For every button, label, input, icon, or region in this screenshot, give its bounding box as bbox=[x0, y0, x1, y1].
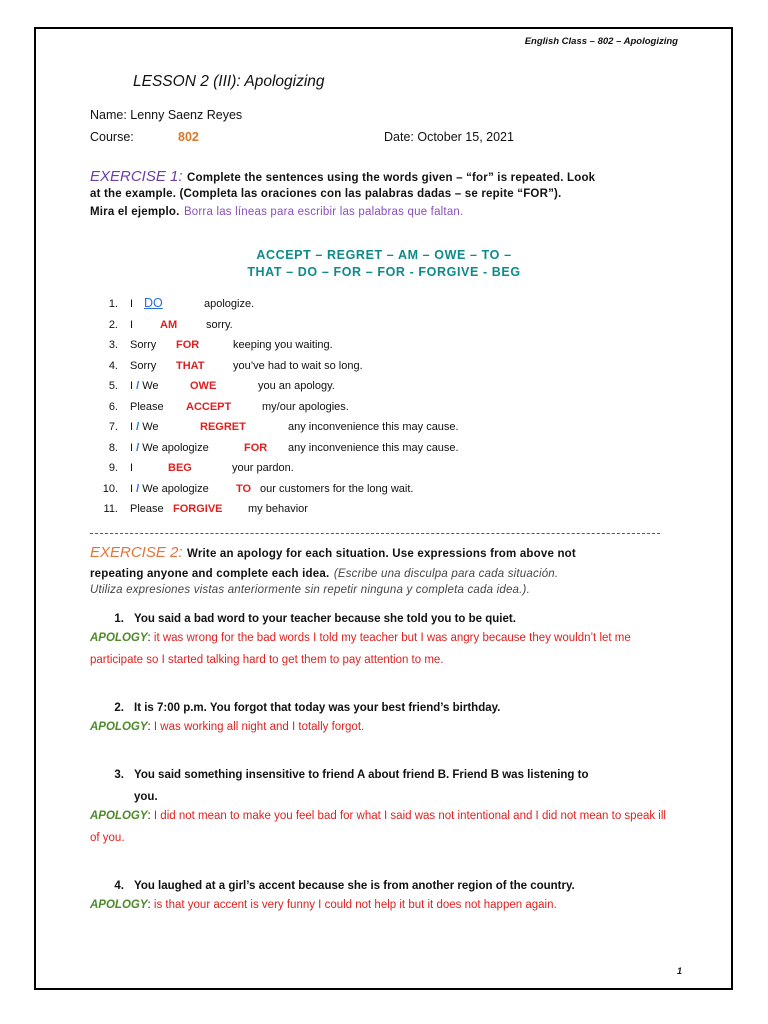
filled-answer: REGRET bbox=[200, 421, 246, 433]
apology-answer: APOLOGY: I was working all night and I totally forgot. bbox=[90, 721, 365, 733]
situation-question bbox=[112, 764, 589, 808]
item-rest: our customers for the long wait. bbox=[260, 482, 414, 495]
item-number: 10. bbox=[102, 482, 118, 495]
item-lead: Please bbox=[130, 400, 164, 413]
item-number: 11. bbox=[103, 503, 118, 515]
list-item bbox=[96, 360, 156, 372]
item-rest: my/our apologies. bbox=[262, 400, 349, 413]
list-item bbox=[96, 319, 133, 331]
item-rest: you an apology. bbox=[258, 380, 335, 392]
item-rest: keeping you waiting. bbox=[233, 339, 333, 351]
exercise1-instr-c: Mira el ejemplo. bbox=[90, 206, 180, 218]
list-item bbox=[96, 401, 164, 413]
exercise1-instr-c-purple: Borra las líneas para escribir las palabras que faltan. bbox=[183, 206, 464, 218]
exercise1-instr-a: Complete the sentences using the words given – “for” is repeated. Look bbox=[187, 172, 596, 184]
filled-answer: OWE bbox=[190, 380, 217, 392]
list-item bbox=[96, 462, 133, 474]
exercise2-instructions bbox=[90, 544, 576, 596]
situation-text: You laughed at a girl’s accent because she is from another region of the country. bbox=[134, 880, 575, 892]
item-lead-b: We bbox=[142, 380, 159, 392]
item-lead: Sorry bbox=[130, 339, 157, 351]
lesson-title: LESSON 2 (III): Apologizing bbox=[133, 73, 325, 90]
exercise2-instr-a: Write an apology for each situation. Use expressions from above not bbox=[187, 548, 576, 560]
list-item bbox=[96, 503, 164, 515]
item-number: 9. bbox=[108, 462, 118, 474]
list-item bbox=[96, 442, 209, 454]
situation-number: 1. bbox=[114, 613, 124, 625]
list-item bbox=[96, 421, 159, 433]
page-header: English Class – 802 – Apologizing bbox=[524, 36, 678, 47]
item-number: 3. bbox=[108, 339, 118, 351]
apology-text: I was working all night and I totally forgot. bbox=[153, 721, 365, 733]
item-number: 7. bbox=[108, 421, 118, 433]
item-number: 1. bbox=[108, 298, 118, 310]
word-bank-line-2: THAT – DO – FOR – FOR - FORGIVE - BEG bbox=[247, 265, 521, 279]
item-lead: Sorry bbox=[130, 359, 157, 372]
filled-answer: FOR bbox=[176, 339, 200, 351]
exercise2-instr-b: repeating anyone and complete each idea. bbox=[90, 568, 330, 580]
date: Date: October 15, 2021 bbox=[384, 130, 514, 144]
exercise1-instr-b: at the example. (Completa las oraciones con las palabras dadas – se repite “FOR”). bbox=[90, 188, 562, 200]
item-lead: I bbox=[130, 380, 134, 392]
apology-answer: APOLOGY: it was wrong for the bad words I told my teacher but I was angry because they wouldn’t let me participate so I started talking hard to get them to pay attention to me. bbox=[90, 632, 631, 666]
apology-text: I did not mean to make you feel bad for what I said was not intentional and I did not mean to speak ill of you. bbox=[90, 810, 666, 844]
slash-mark: / bbox=[136, 482, 140, 495]
filled-answer: THAT bbox=[176, 359, 205, 372]
situation-number: 2. bbox=[114, 702, 124, 714]
item-lead: I bbox=[130, 318, 134, 331]
exercise2-instr-b-gray: (Escribe una disculpa para cada situación. bbox=[333, 568, 559, 580]
exercise1-title: EXERCISE 1: bbox=[90, 168, 183, 185]
exercise2-instr-c-gray: Utiliza expresiones vistas anteriormente sin repetir ninguna y completa cada idea.). bbox=[90, 584, 530, 596]
course-label: Course: bbox=[90, 130, 134, 144]
item-number: 6. bbox=[108, 400, 118, 413]
item-lead-b: We bbox=[142, 421, 159, 433]
item-number: 8. bbox=[108, 441, 118, 454]
apology-label: APOLOGY bbox=[90, 810, 148, 822]
page-number: 1 bbox=[676, 966, 682, 976]
item-rest: any inconvenience this may cause. bbox=[288, 441, 459, 454]
item-rest: apologize. bbox=[204, 298, 255, 310]
item-rest: my behavior bbox=[248, 503, 308, 515]
slash-mark: / bbox=[136, 380, 140, 392]
apology-label: APOLOGY bbox=[90, 899, 148, 911]
list-item bbox=[96, 483, 209, 495]
situation-text-cont: you. bbox=[134, 791, 158, 803]
item-rest: sorry. bbox=[206, 318, 233, 331]
item-rest: any inconvenience this may cause. bbox=[288, 421, 459, 433]
item-number: 5. bbox=[108, 380, 118, 392]
item-lead: I bbox=[130, 421, 134, 433]
item-lead: I bbox=[130, 441, 134, 454]
item-lead: Please bbox=[130, 503, 164, 515]
student-name: Name: Lenny Saenz Reyes bbox=[90, 108, 243, 122]
situation-number: 3. bbox=[114, 769, 124, 781]
situation-text: You said something insensitive to friend A about friend B. Friend B was listening to bbox=[134, 769, 589, 781]
item-lead: I bbox=[130, 462, 134, 474]
apology-text: it was wrong for the bad words I told my teacher but I was angry because they wouldn’t let me participate so I started talking hard to get them to pay attention to me. bbox=[90, 632, 631, 666]
list-item bbox=[96, 380, 159, 392]
list-item bbox=[96, 298, 133, 310]
word-bank-line-1: ACCEPT – REGRET – AM – OWE – TO – bbox=[256, 248, 512, 262]
item-lead: I bbox=[130, 298, 134, 310]
exercise1-instructions bbox=[90, 168, 595, 220]
item-rest: you’ve had to wait so long. bbox=[233, 359, 363, 372]
apology-text: is that your accent is very funny I could not help it but it does not happen again. bbox=[153, 899, 557, 911]
apology-label: APOLOGY bbox=[90, 632, 148, 644]
filled-answer: FOR bbox=[244, 441, 268, 454]
slash-mark: / bbox=[136, 441, 140, 454]
filled-answer: AM bbox=[160, 318, 178, 331]
course-value: 802 bbox=[178, 130, 199, 144]
item-lead: I bbox=[130, 482, 134, 495]
filled-answer: TO bbox=[236, 482, 252, 495]
situation-number: 4. bbox=[114, 880, 124, 892]
item-lead-b: We apologize bbox=[142, 441, 209, 454]
filled-answer: DO bbox=[144, 296, 163, 310]
apology-answer: APOLOGY: I did not mean to make you feel bad for what I said was not intentional and I did not mean to speak ill of you. bbox=[90, 810, 666, 844]
apology-label: APOLOGY bbox=[90, 721, 148, 733]
item-rest: your pardon. bbox=[232, 462, 294, 474]
list-item bbox=[96, 339, 156, 351]
filled-answer: ACCEPT bbox=[186, 400, 232, 413]
situation-text: You said a bad word to your teacher because she told you to be quiet. bbox=[134, 613, 516, 625]
apology-answer: APOLOGY: is that your accent is very funny I could not help it but it does not happen again. bbox=[90, 899, 557, 911]
slash-mark: / bbox=[136, 421, 140, 433]
section-divider bbox=[90, 533, 660, 534]
item-lead-b: We apologize bbox=[142, 482, 209, 495]
item-number: 4. bbox=[108, 359, 118, 372]
situation-text: It is 7:00 p.m. You forgot that today was your best friend’s birthday. bbox=[134, 702, 501, 714]
filled-answer: BEG bbox=[168, 462, 192, 474]
filled-answer: FORGIVE bbox=[173, 503, 223, 515]
item-number: 2. bbox=[108, 318, 118, 331]
exercise2-title: EXERCISE 2: bbox=[90, 544, 183, 561]
